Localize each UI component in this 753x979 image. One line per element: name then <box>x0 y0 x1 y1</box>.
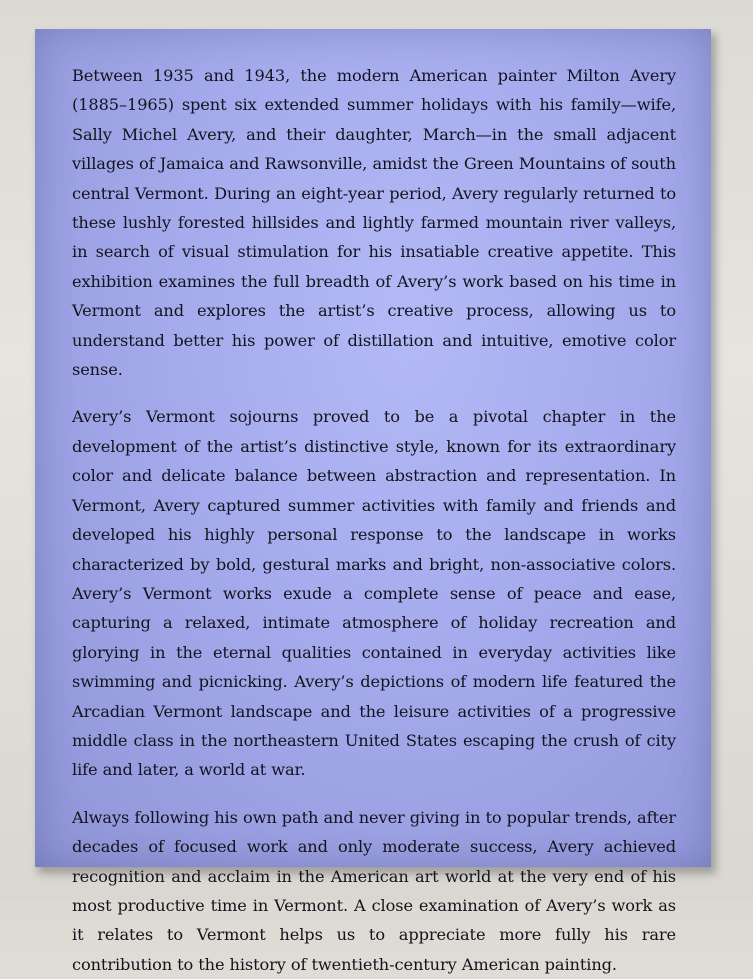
paragraph-vermont-sojourns: Avery’s Vermont sojourns proved to be a pivotal chapter in the development of the artist’s distinctive style, known for its extraordinary color and delicate balance between abstraction and representation. In Vermont, Avery captured summer activities with family and friends and developed his highly personal response to the landscape in works characterized by bold, gestural marks and bright, non-associative colors. Avery’s Vermont works exude a complete sense of peace and ease, capturing a relaxed, intimate atmosphere of holiday recreation and glorying in the eternal qualities contained in everyday activities like swimming and picnicking. Avery’s depictions of modern life featured the Arcadian Vermont landscape and the leisure activities of a progressive middle class in the northeastern United States escaping the crush of city life and later, a world at war. <box>72 407 676 780</box>
paragraph-intro: Between 1935 and 1943, the modern American painter Milton Avery (1885–1965) spent six extended summer holidays with his family—wife, Sally Michel Avery, and their daughter, March—in the small adjacent villages of Jamaica and Rawsonville, amidst the Green Mountains of south central Vermont. During an eight-year period, Avery regularly returned to these lushly forested hillsides and lightly farmed mountain river valleys, in search of visual stimulation for his insatiable creative appetite. This exhibition examines the full breadth of Avery’s work based on his time in Vermont and explores the artist’s creative process, allowing us to understand better his power of distillation and intuitive, emotive color sense. <box>72 66 676 380</box>
paragraph-legacy: Always following his own path and never giving in to popular trends, after decades of focused work and only moderate success, Avery achieved recognition and acclaim in the American art world at the very end of his most productive time in Vermont. A close examination of Avery’s work as it relates to Vermont helps us to appreciate more fully his rare contribution to the history of twentieth-century American painting. <box>72 807 676 974</box>
panel-text <box>72 61 676 979</box>
